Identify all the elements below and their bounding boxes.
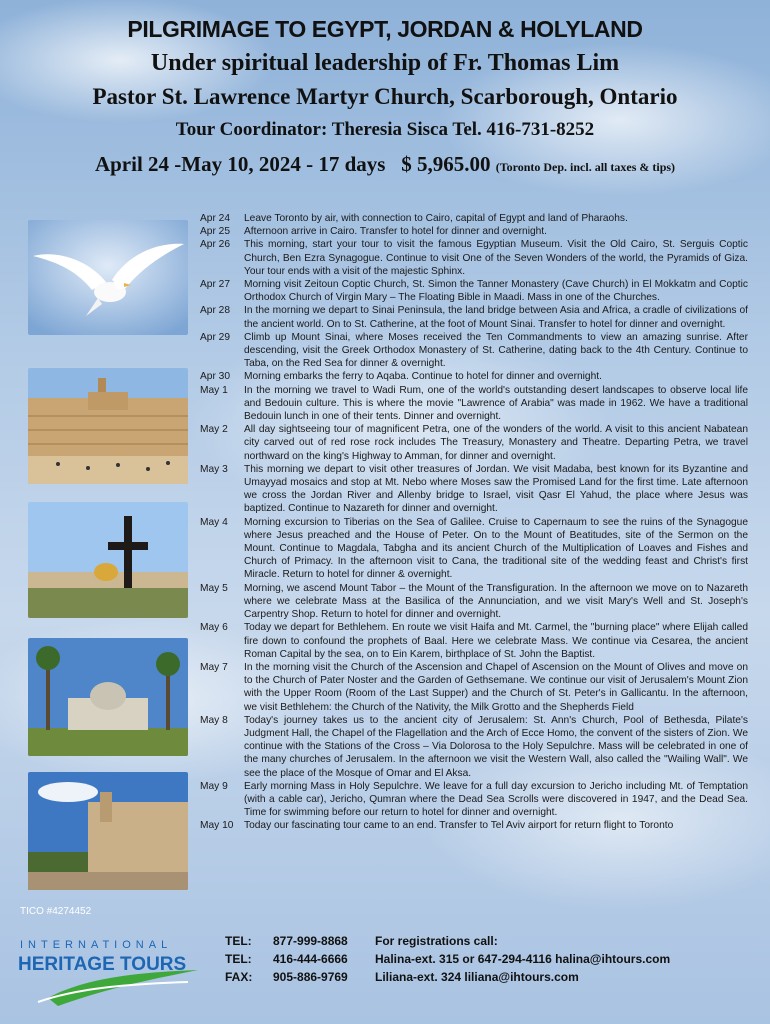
itinerary-date: Apr 28 bbox=[200, 305, 231, 317]
itinerary-date: May 6 bbox=[200, 622, 228, 634]
registration-halina[interactable]: Halina-ext. 315 or 647-294-4116 halina@ihtours.com bbox=[375, 952, 671, 966]
itinerary-text: In the morning we depart to Sinai Peninsula, the land bridge between Asia and Africa, a cradle of civilizations of the ancient world. On to St. Catherine, at the foot of Mount Sinai. Transfer to hotel for dinner and overnight. bbox=[244, 305, 748, 330]
itinerary-row bbox=[200, 225, 748, 238]
dove-photo bbox=[28, 220, 188, 335]
header bbox=[0, 14, 770, 181]
registration-title: For registrations call: bbox=[375, 934, 498, 948]
price-note: (Toronto Dep. incl. all taxes & tips) bbox=[495, 160, 676, 174]
itinerary-date: May 2 bbox=[200, 424, 228, 436]
church-palms-photo bbox=[28, 638, 188, 756]
old-city-photo bbox=[28, 772, 188, 890]
itinerary-date: May 8 bbox=[200, 714, 228, 726]
logo-line1: INTERNATIONAL bbox=[20, 939, 173, 951]
itinerary-date: May 1 bbox=[200, 384, 228, 396]
itinerary-row bbox=[200, 661, 748, 714]
itinerary-date: May 7 bbox=[200, 661, 228, 673]
tour-dates: April 24 -May 10, 2024 - 17 days bbox=[94, 152, 386, 176]
itinerary-text: Afternoon arrive in Cairo. Transfer to hotel for dinner and overnight. bbox=[244, 226, 547, 238]
itinerary-date: Apr 25 bbox=[200, 226, 231, 238]
tel-label-1: TEL: bbox=[225, 934, 252, 948]
itinerary-text: Climb up Mount Sinai, where Moses received the Ten Commandments to view an amazing sunrise. After descending, visit the Greek Orthodox Monastery of St. Catherine, dating back to the 4th Century. Continue to Taba, on the Red Sea for dinner & overnight. bbox=[244, 331, 748, 370]
itinerary-text: This morning we depart to visit other treasures of Jordan. We visit Madaba, best known for its Byzantine and Umayyad mosaics and stop at Mt. Nebo where Moses saw the Promised Land for the first time. Late afternoon we cross the Jordan River and Allenby bridge to Israel, visit Qasr El Yahud, the place where Jesus was baptized. Continue to Nazareth for dinner and overnight. bbox=[244, 463, 748, 515]
itinerary-row bbox=[200, 780, 748, 820]
itinerary-date: May 9 bbox=[200, 780, 228, 792]
title: PILGRIMAGE TO EGYPT, JORDAN & HOLYLAND bbox=[127, 16, 643, 42]
itinerary-list bbox=[200, 212, 748, 833]
itinerary-row bbox=[200, 331, 748, 371]
itinerary-row bbox=[200, 516, 748, 582]
registration-liliana[interactable]: Liliana-ext. 324 liliana@ihtours.com bbox=[375, 970, 579, 984]
company-logo bbox=[18, 936, 208, 1008]
itinerary-text: Morning excursion to Tiberias on the Sea of Galilee. Cruise to Capernaum to see the ruins of the Synagogue where Jesus preached and the House of Peter. On to the Mount of Beatitudes, site of the Sermon on the Mount. Continue to Magdala, Tabgha and its ancient Church of the Multiplication of Loaves and Fishes and Church of Primacy. In the afternoon visit to Cana, the traditional site of the wedding feast and Christ's first Miracle. Return to hotel for dinner & overnight. bbox=[244, 516, 748, 581]
itinerary-row bbox=[200, 819, 748, 832]
fax-label: FAX: bbox=[225, 970, 253, 984]
itinerary-date: Apr 29 bbox=[200, 331, 231, 343]
itinerary-date: Apr 30 bbox=[200, 371, 231, 383]
itinerary-date: Apr 27 bbox=[200, 279, 231, 291]
western-wall-photo bbox=[28, 368, 188, 484]
cross-photo bbox=[28, 502, 188, 618]
itinerary-date: May 3 bbox=[200, 463, 228, 475]
itinerary-row bbox=[200, 582, 748, 622]
itinerary-date: May 5 bbox=[200, 582, 228, 594]
logo-line2: HERITAGE TOURS bbox=[18, 954, 187, 975]
itinerary-text: In the morning visit the Church of the Ascension and Chapel of Ascension on the Mount of Olives and move on to the Church of Pater Noster and the Garden of Gethsemane. We continue our visit of Jerusalem's Mount Zion with the Upper Room (Room of the Last Supper) and the Church of St. Peter's in Gallicantu. In the afternoon, we visit Bethlehem: the Church of the Nativity, the Milk Grotto and the Shepherds Field bbox=[244, 661, 748, 713]
tico-number: TICO #4274452 bbox=[20, 906, 92, 917]
itinerary-text: All day sightseeing tour of magnificent Petra, one of the wonders of the world. A visit to this ancient Nabatean city carved out of red rose rock includes The Treasury, Monastery and Theatre. Departing Petra, we travel northward on the king's Highway to Amman, for dinner and overnight. bbox=[244, 424, 748, 462]
itinerary-date: Apr 24 bbox=[200, 213, 231, 224]
itinerary-text: Morning, we ascend Mount Tabor – the Mount of the Transfiguration. In the afternoon we move on to Nazareth where we celebrate Mass at the Basilica of the Annunciation, and we visit Mary's Well and St. Joseph's Carpentry Shop. Return to hotel for dinner and overnight. bbox=[244, 582, 748, 621]
fax: 905-886-9769 bbox=[273, 970, 348, 984]
itinerary-row bbox=[200, 423, 748, 463]
coordinator-line: Tour Coordinator: Theresia Sisca Tel. 416-731-8252 bbox=[175, 119, 595, 140]
itinerary-text: Morning embarks the ferry to Aqaba. Continue to hotel for dinner and overnight. bbox=[244, 371, 602, 383]
itinerary-text: Early morning Mass in Holy Sepulchre. We leave for a full day excursion to Jericho including Mt. of Temptation (with a cable car), Jericho, Qumran where the Dead Sea Scrolls were discovered in 1947, and the Dead Sea. Time for swimming before our return to hotel for dinner and overnight. bbox=[244, 780, 748, 819]
itinerary-text: In the morning we travel to Wadi Rum, one of the world's outstanding desert landscapes to observe local life and Bedouin culture. This is where the movie "Lawrence of Arabia" was made in 1962. We have a traditional Bedouin lunch in one of their tents. Dinner and overnight. bbox=[244, 384, 748, 423]
itinerary-row bbox=[200, 278, 748, 304]
contact-block bbox=[225, 932, 670, 986]
itinerary-row bbox=[200, 463, 748, 516]
tel-label-2: TEL: bbox=[225, 952, 252, 966]
itinerary-text: Leave Toronto by air, with connection to Cairo, capital of Egypt and land of Pharaohs. bbox=[244, 213, 628, 224]
itinerary-date: May 4 bbox=[200, 516, 228, 528]
itinerary-row bbox=[200, 238, 748, 278]
itinerary-text: This morning, start your tour to visit the famous Egyptian Museum. Visit the Old Cairo, St. Serguis Coptic Church, Ben Ezra Synagogue. Continue to visit One of the Seven Wonders of the world, the Pyramids of Giza. Your tour ends with a visit of the majestic Sphinx. bbox=[244, 239, 748, 277]
itinerary-row bbox=[200, 212, 748, 225]
itinerary-text: Morning visit Zeitoun Coptic Church, St. Simon the Tanner Monastery (Cave Church) in El Mokkatm and Coptic Orthodox Church of Virgin Mary – The Floating Bible in Maadi. Mass in one of the Churches. bbox=[244, 279, 748, 304]
dates-price-line bbox=[0, 150, 770, 181]
itinerary-date: Apr 26 bbox=[200, 239, 231, 251]
tour-price: $ 5,965.00 bbox=[401, 152, 491, 176]
tel-1[interactable]: 877-999-8868 bbox=[273, 934, 348, 948]
itinerary-date: May 10 bbox=[200, 820, 234, 832]
itinerary-text: Today's journey takes us to the ancient city of Jerusalem: St. Ann's Church, Pool of Bethesda, Pilate's Judgment Hall, the Chapel of the Flagellation and the Arch of Ecce Homo, the convent of the sisters of Zion. We continue with the Stations of the Cross – Via Dolorosa to the Holy Sepulchre. Mass will be celebrated in one of the many churches of Jerusalem. In the afternoon we visit the Western Wall, also called the "Wailing Wall". We see the place of the Mosque of Omar and El Aksa. bbox=[244, 714, 748, 779]
itinerary-row bbox=[200, 384, 748, 424]
itinerary-row bbox=[200, 714, 748, 780]
itinerary-row bbox=[200, 621, 748, 661]
itinerary-text: Today we depart for Bethlehem. En route we visit Haifa and Mt. Carmel, the "burning place" where Elijah called fire down to confound the prophets of Baal. Here we celebrate Mass. We continue via Cesarea, the ancient Roman Capital by the sea, on to Ein Karem, birthplace of St. John the Baptist. bbox=[244, 622, 748, 660]
leader-line: Under spiritual leadership of Fr. Thomas Lim bbox=[150, 50, 620, 76]
itinerary-row bbox=[200, 370, 748, 383]
tel-2[interactable]: 416-444-6666 bbox=[273, 952, 348, 966]
pastor-line: Pastor St. Lawrence Martyr Church, Scarborough, Ontario bbox=[92, 84, 678, 109]
itinerary-text: Today our fascinating tour came to an end. Transfer to Tel Aviv airport for return flight to Toronto bbox=[244, 820, 674, 832]
itinerary-row bbox=[200, 304, 748, 330]
